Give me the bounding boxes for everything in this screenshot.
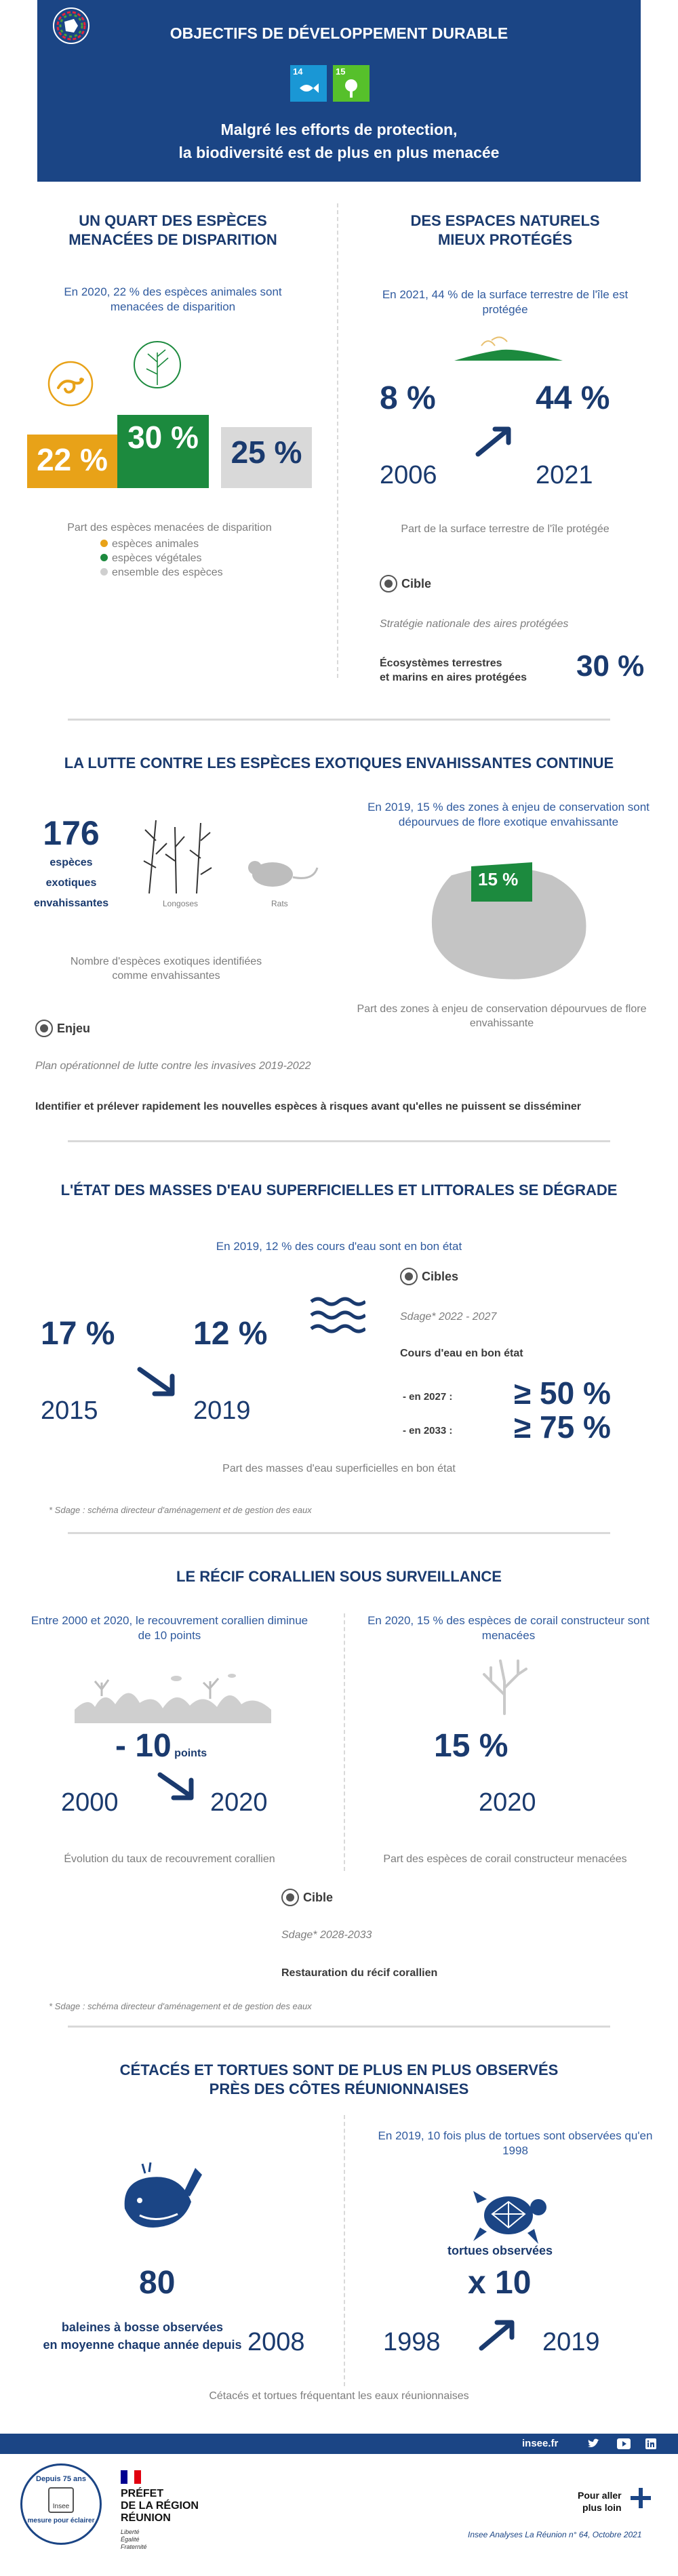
prefect-line1: PRÉFET [121, 2488, 164, 2499]
motto-line2: Égalité [121, 2536, 140, 2543]
invasive-plan-goal: Identifier et prélever rapidement les nouvelles espèces à risques avant qu'elles ne puissent se disséminer [35, 1101, 582, 1112]
protected-goal-value: 30 % [576, 649, 645, 683]
target-icon-4 [281, 1889, 299, 1906]
plus-icon[interactable] [631, 2488, 651, 2508]
whale-label [14, 2318, 271, 2354]
species-caption: Part des espèces menacées de disparition [67, 522, 272, 534]
separator-3 [68, 1532, 610, 1534]
turtle-year-end: 2019 [542, 2328, 600, 2356]
header-banner [37, 0, 641, 182]
arrow-up-icon-2 [478, 2317, 519, 2352]
bar-animal-label: 22 % [37, 441, 108, 477]
protected-year-start: 2006 [380, 461, 437, 489]
invasive-count-label-2: exotiques [45, 877, 97, 889]
legend-all-label: ensemble des espèces [112, 567, 223, 578]
species-subtitle: En 2020, 22 % des espèces animales sont menacées de disparition [64, 285, 282, 313]
coral-left-subtitle: Entre 2000 et 2020, le recouvrement corallien diminue de 10 points [31, 1614, 308, 1642]
sdg-14-number: 14 [293, 66, 303, 77]
invasive-count-label-1: espèces [49, 857, 93, 868]
cetaceans-caption: Cétacés et tortues fréquentant les eaux réunionnaises [209, 2390, 469, 2402]
marianne-flag [121, 2470, 141, 2484]
sdg-15-number: 15 [336, 66, 346, 77]
water-goal-2027-value: ≥ 50 % [514, 1375, 611, 1411]
coral-target [281, 1889, 333, 1906]
whale-year: 2008 [247, 2328, 305, 2356]
footer-bar [0, 2434, 678, 2454]
species-bar-chart [27, 407, 312, 488]
invasive-count-label-3: envahissantes [33, 898, 109, 909]
species-title [27, 212, 319, 249]
water-subtitle: En 2019, 12 % des cours d'eau sont en bon état [216, 1240, 462, 1253]
protected-year-end: 2021 [536, 461, 593, 489]
coral-right-year: 2020 [479, 1788, 536, 1817]
island-icon [441, 332, 576, 366]
coral-icon [477, 1654, 532, 1715]
header-title: OBJECTIFS DE DÉVELOPPEMENT DURABLE [170, 24, 509, 42]
coral-left-unit: points [174, 1748, 207, 1759]
bar-animal-species [27, 435, 117, 488]
section5-divider [344, 2115, 345, 2386]
arrow-down-icon-2 [156, 1768, 202, 1805]
species-title-line1: UN QUART DES ESPÈCES [79, 212, 267, 229]
legend-plant [100, 551, 277, 565]
coral-goal: Restauration du récif corallien [281, 1967, 438, 1979]
sdg-badge-15 [333, 65, 370, 102]
bar-all-label: 25 % [231, 435, 302, 470]
turtle-value: x 10 [468, 2265, 532, 2301]
legend-animal [100, 537, 277, 551]
plant-icon [132, 339, 183, 390]
protected-target [380, 575, 431, 592]
twitter-icon[interactable] [587, 2438, 599, 2449]
invasive-right-subtitle: En 2019, 15 % des zones à enjeu de conservation sont dépourvues de flore exotique envahissante [367, 801, 650, 828]
bar-all-species [221, 427, 312, 488]
further-reading[interactable] [578, 2489, 622, 2514]
species-legend [100, 537, 277, 580]
section1-divider [337, 203, 338, 678]
water-goal-2033-value: ≥ 75 % [514, 1409, 611, 1445]
insee-logo-text: Insee [52, 2503, 70, 2510]
insee-75-badge [20, 2463, 102, 2545]
rat-label: Rats [271, 899, 288, 908]
cetaceans-title-line2: PRÈS DES CÔTES RÉUNIONNAISES [209, 2080, 469, 2097]
sdg-badge-14 [290, 65, 327, 102]
motto [121, 2529, 216, 2551]
protected-title-line2: MIEUX PROTÉGÉS [437, 231, 573, 248]
water-year-end: 2019 [193, 1396, 251, 1425]
coral-sdage: Sdage* 2028-2033 [281, 1929, 372, 1941]
coral-left-caption: Évolution du taux de recouvrement corallien [64, 1853, 275, 1865]
water-year-start: 2015 [41, 1396, 98, 1425]
coral-target-label: Cible [303, 1890, 334, 1904]
coral-right-value: 15 % [434, 1728, 509, 1764]
separator-4 [68, 2026, 610, 2028]
turtle-icon [468, 2179, 549, 2247]
legend-animal-label: espèces animales [112, 538, 199, 550]
invasive-count-block [27, 813, 115, 914]
target-icon-3 [400, 1268, 418, 1285]
protected-value-start: 8 % [380, 380, 436, 416]
protected-caption: Part de la surface terrestre de l'île protégée [401, 523, 610, 535]
header-subtitle-2: la biodiversité est de plus en plus menacée [178, 144, 500, 161]
protected-target-label: Cible [401, 576, 432, 590]
water-goal-2033-label: - en 2033 : [403, 1425, 453, 1436]
water-goal-2027-label: - en 2027 : [403, 1391, 453, 1403]
further-reading-line1: Pour aller [578, 2490, 622, 2501]
badge-line1: Depuis 75 ans [36, 2475, 86, 2483]
turtle-subtitle: En 2019, 10 fois plus de tortues sont observées qu'en 1998 [378, 2129, 653, 2157]
water-target [400, 1268, 458, 1285]
invasive-stake [35, 1020, 90, 1037]
coral-left-value: - 10 [115, 1728, 172, 1764]
protected-goal-line1: Écosystèmes terrestres [380, 658, 502, 669]
invasive-count: 176 [43, 814, 100, 852]
lizard-icon [46, 359, 95, 408]
water-footnote: * Sdage : schéma directeur d'aménagement et de gestion des eaux [49, 1505, 312, 1515]
invasive-left-caption: Nombre d'espèces exotiques identifiées comme envahissantes [70, 956, 262, 982]
map-value: 15 % [478, 869, 519, 889]
protected-title [359, 212, 651, 249]
prefect-line3: RÉUNION [121, 2512, 171, 2524]
motto-line1: Liberté [121, 2529, 140, 2535]
prefect-line2: DE LA RÉGION [121, 2500, 199, 2512]
target-icon [380, 575, 397, 592]
protected-goal-line2: et marins en aires protégées [380, 672, 527, 683]
water-sdage: Sdage* 2022 - 2027 [400, 1311, 497, 1323]
longose-label: Longoses [163, 899, 199, 908]
prefect-text [121, 2488, 216, 2524]
arrow-up-icon [475, 424, 515, 458]
tree-icon [341, 77, 361, 99]
water-target-label: Cibles [422, 1269, 459, 1283]
separator-1 [68, 719, 610, 721]
badge-line2: mesure pour éclairer [27, 2517, 95, 2524]
coral-title: LE RÉCIF CORALLIEN SOUS SURVEILLANCE [176, 1568, 502, 1585]
invasive-stake-label: Enjeu [57, 1021, 91, 1035]
water-goal-title: Cours d'eau en bon état [400, 1348, 523, 1359]
prefect-logo [121, 2470, 216, 2551]
legend-plant-label: espèces végétales [112, 552, 202, 564]
protected-strategy: Stratégie nationale des aires protégées [380, 618, 569, 630]
water-caption: Part des masses d'eau superficielles en bon état [222, 1463, 456, 1474]
arrow-down-icon [136, 1363, 183, 1401]
invasive-right-caption: Part des zones à enjeu de conservation dépourvues de flore envahissante [357, 1003, 647, 1029]
waves-icon [308, 1295, 365, 1340]
protected-subtitle: En 2021, 44 % de la surface terrestre de l'île est protégée [382, 288, 629, 316]
water-value-end: 12 % [193, 1316, 268, 1352]
coral-footnote: * Sdage : schéma directeur d'aménagement et de gestion des eaux [49, 2001, 312, 2011]
turtle-label: tortues observées [447, 2244, 553, 2257]
publication-reference: Insee Analyses La Réunion n° 64, Octobre 2021 [468, 2530, 642, 2539]
whale-value: 80 [139, 2265, 176, 2301]
protected-value-end: 44 % [536, 380, 610, 416]
water-value-start: 17 % [41, 1316, 115, 1352]
coral-year-end: 2020 [210, 1788, 268, 1817]
header-subtitle-1: Malgré les efforts de protection, [220, 121, 458, 138]
insee-logo [48, 2487, 74, 2513]
turtle-year-start: 1998 [383, 2328, 441, 2356]
coral-reef-illustration [75, 1669, 271, 1723]
protected-goal [380, 656, 527, 685]
coral-right-caption: Part des espèces de corail constructeur menacées [383, 1853, 627, 1865]
youtube-icon[interactable] [617, 2438, 631, 2449]
bar-plant-species [117, 415, 209, 488]
longose-plant-icon [136, 813, 231, 895]
water-title: L'ÉTAT DES MASSES D'EAU SUPERFICIELLES ET LITTORALES SE DÉGRADE [60, 1182, 618, 1199]
invasive-title: LA LUTTE CONTRE LES ESPÈCES EXOTIQUES ENVAHISSANTES CONTINUE [64, 754, 614, 771]
fish-icon [297, 80, 320, 96]
coral-right-subtitle: En 2020, 15 % des espèces de corail constructeur sont menacées [367, 1614, 650, 1642]
protected-title-line1: DES ESPACES NATURELS [410, 212, 600, 229]
whale-label-line2: en moyenne chaque année depuis [43, 2338, 242, 2352]
further-reading-line2: plus loin [582, 2502, 622, 2513]
cetaceans-title [0, 2061, 678, 2099]
legend-all [100, 565, 277, 580]
bar-plant-label: 30 % [127, 420, 199, 455]
whale-icon [115, 2161, 203, 2236]
coral-year-start: 2000 [61, 1788, 119, 1817]
linkedin-icon[interactable] [645, 2438, 656, 2449]
target-icon-2 [35, 1020, 53, 1037]
species-title-line2: MENACÉES DE DISPARITION [68, 231, 277, 248]
whale-label-line1: baleines à bosse observées [61, 2320, 224, 2334]
rat-icon [245, 847, 320, 895]
motto-line3: Fraternité [121, 2543, 147, 2550]
insee-site-link[interactable]: insee.fr [522, 2438, 559, 2449]
invasive-plan: Plan opérationnel de lutte contre les invasives 2019-2022 [35, 1060, 311, 1072]
cetaceans-title-line1: CÉTACÉS ET TORTUES SONT DE PLUS EN PLUS OBSERVÉS [119, 2061, 559, 2078]
separator-2 [68, 1140, 610, 1142]
